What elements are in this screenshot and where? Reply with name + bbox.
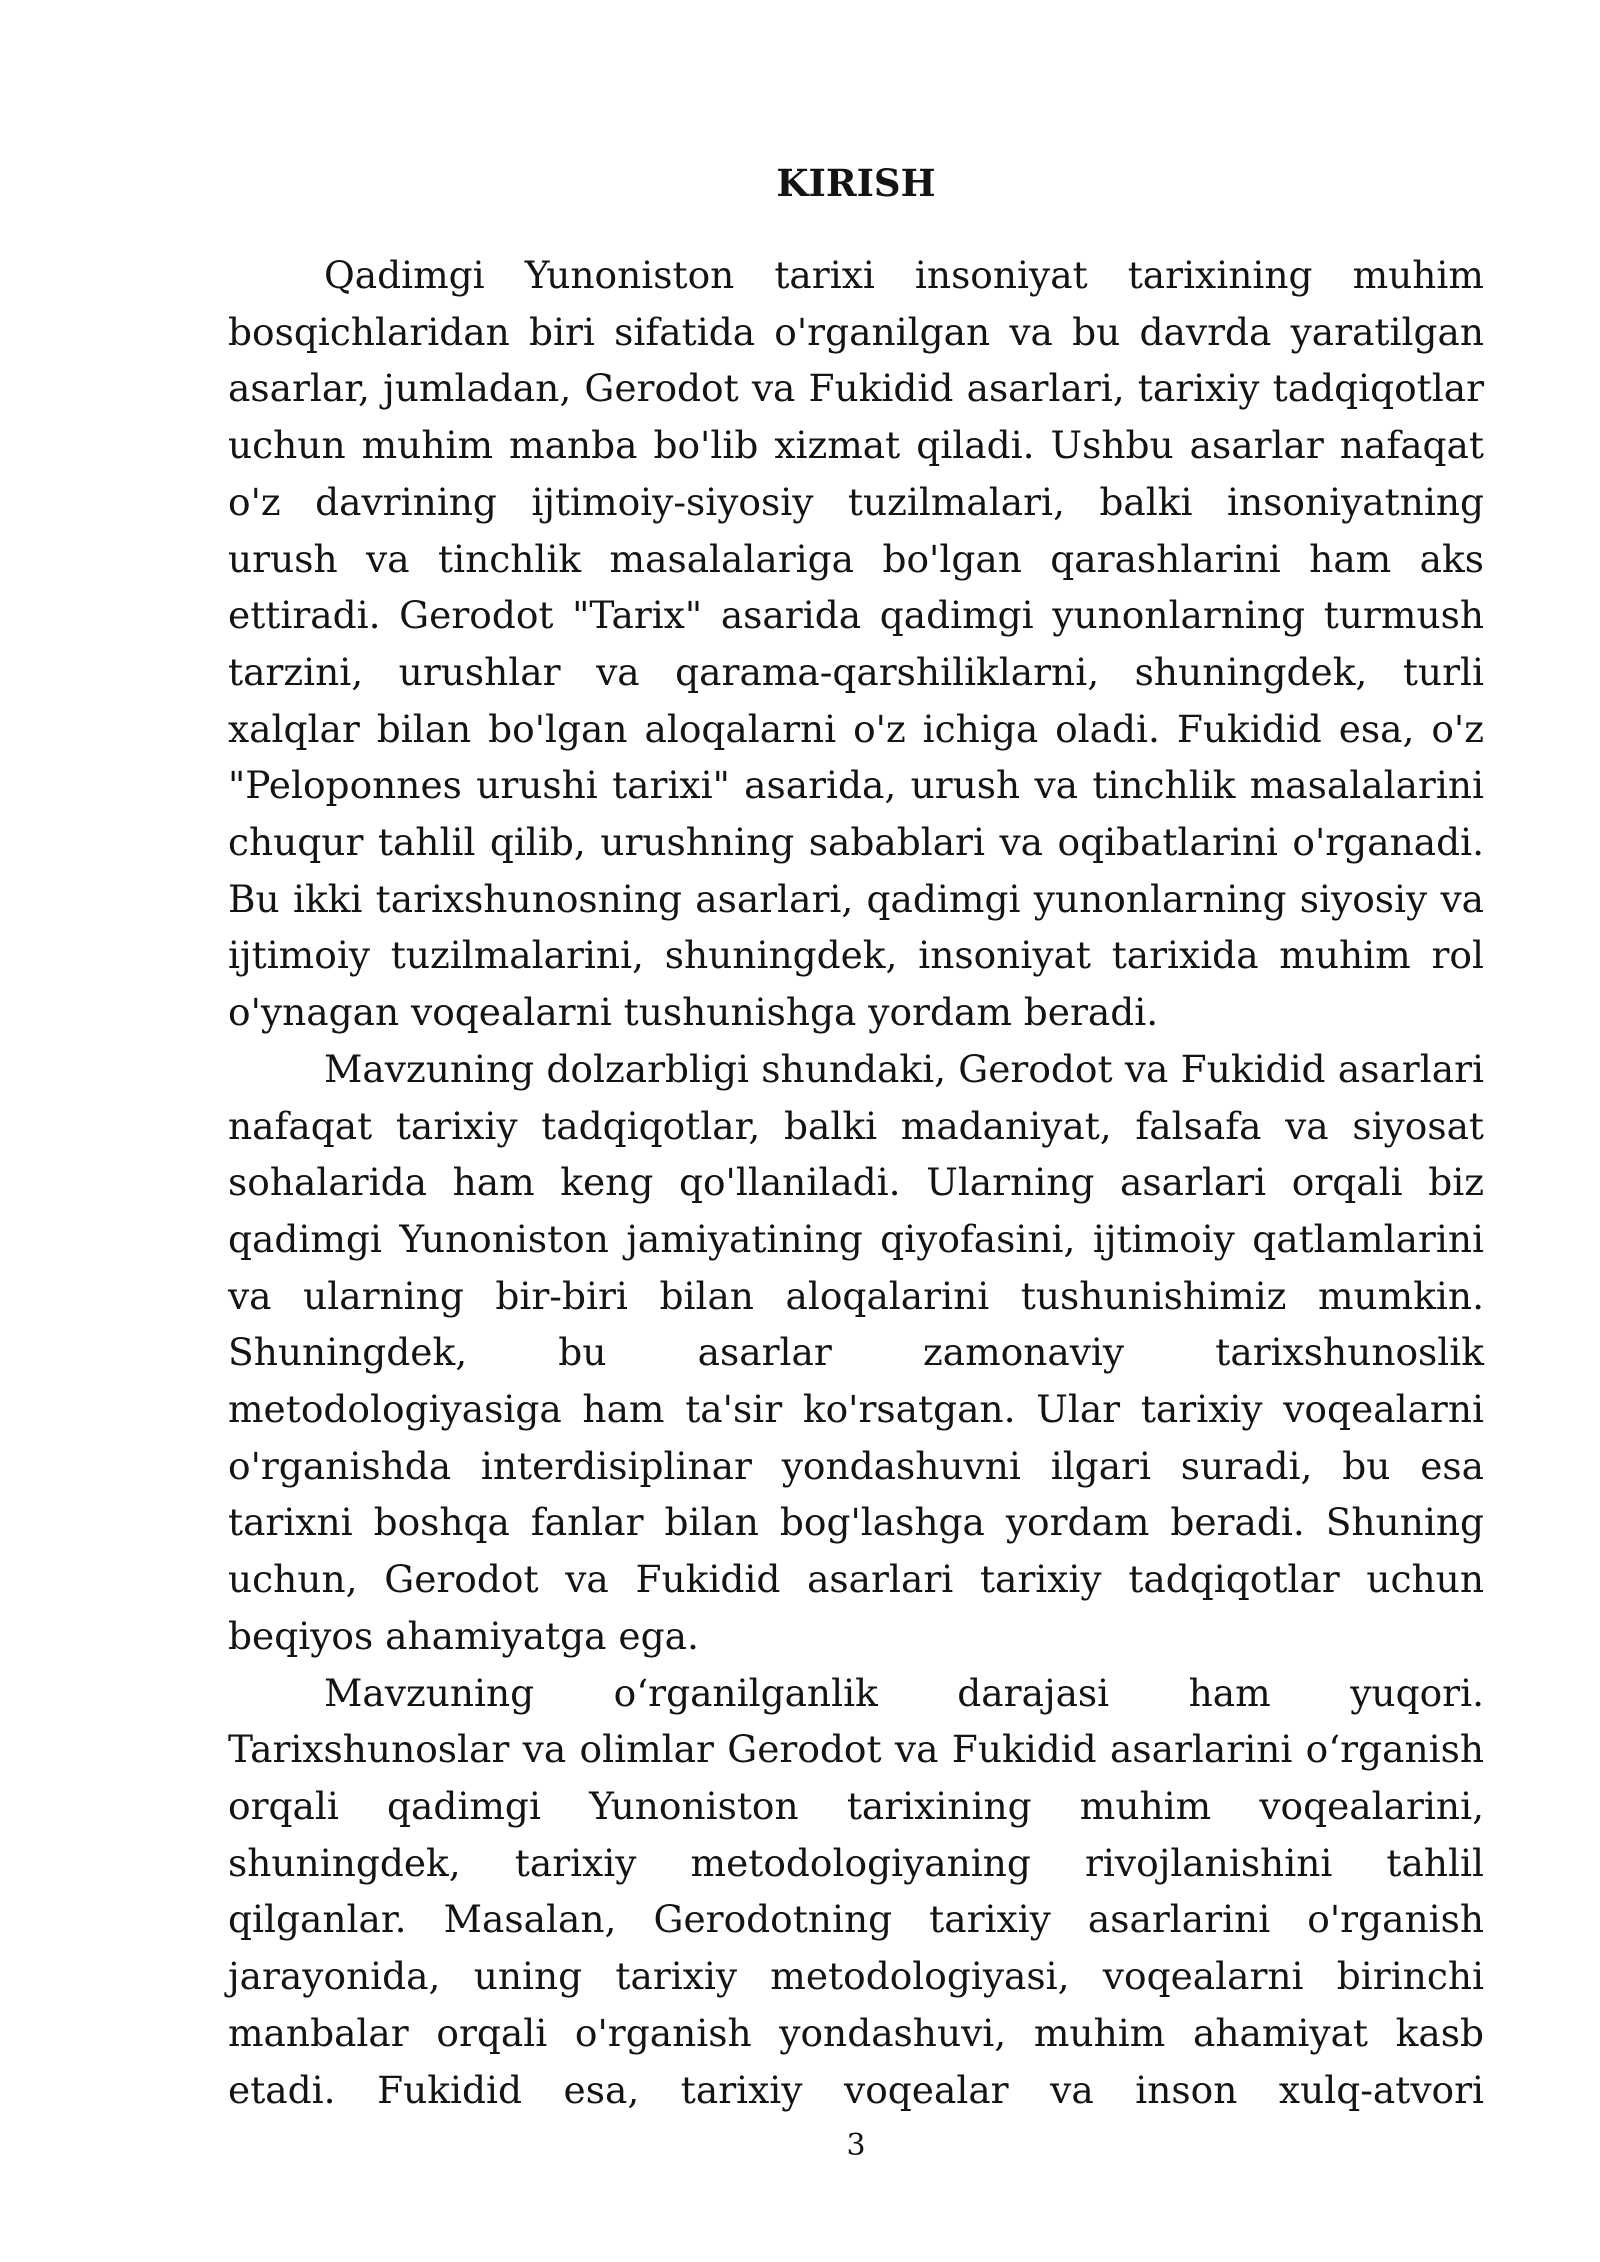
paragraph-intro: Qadimgi Yunoniston tarixi insoniyat tarixining muhim bosqichlaridan biri sifatida o'rganilgan va bu davrda yaratilgan asarlar, jumladan, Gerodot va Fukidid asarlari, tarixiy tadqiqotlar uchun muhim manba bo'lib xizmat qiladi. Ushbu asarlar nafaqat o'z davrining ijtimoiy-siyosiy tuzilmalari, balki insoniyatning urush va tinchlik masalalariga bo'lgan qarashlarini ham aks ettiradi. Gerodot "Tarix" asarida qadimgi yunonlarning turmush tarzini, urushlar va qarama-qarshiliklarni, shuningdek, turli xalqlar bilan bo'lgan aloqalarni o'z ichiga oladi. Fukidid esa, o'z "Peloponnes urushi tarixi" asarida, urush va tinchlik masalalarini chuqur tahlil qilib, urushning sabablari va oqibatlarini o'rganadi. Bu ikki tarixshunosning asarlari, qadimgi yunonlarning siyosiy va ijtimoiy tuzilmalarini, shuningdek, insoniyat tarixida muhim rol o'ynagan voqealarni tushunishga yordam beradi. — [228, 253, 1484, 1035]
document-body — [228, 247, 1484, 2118]
paragraph-study-level: Mavzuning oʻrganilganlik darajasi ham yuqori. Tarixshunoslar va olimlar Gerodot va Fukidid asarlarini oʻrganish orqali qadimgi Yunoniston tarixining muhim voqealarini, shuningdek, tarixiy metodologiyaning rivojlanishini tahlil qilganlar. Masalan, Gerodotning tarixiy asarlarini o'rganish jarayonida, uning tarixiy metodologiyasi, voqealarni birinchi manbalar orqali o'rganish yondashuvi, muhim ahamiyat kasb etadi. Fukidid esa, tarixiy voqealar va inson xulq-atvori — [228, 1670, 1484, 2112]
paragraph-relevance: Mavzuning dolzarbligi shundaki, Gerodot va Fukidid asarlari nafaqat tarixiy tadqiqotlar, balki madaniyat, falsafa va siyosat sohalarida ham keng qo'llaniladi. Ularning asarlari orqali biz qadimgi Yunoniston jamiyatining qiyofasini, ijtimoiy qatlamlarini va ularning bir-biri bilan aloqalarini tushunishimiz mumkin. Shuningdek, bu asarlar zamonaviy tarixshunoslik metodologiyasiga ham ta'sir ko'rsatgan. Ular tarixiy voqealarni o'rganishda interdisiplinar yondashuvni ilgari suradi, bu esa tarixni boshqa fanlar bilan bog'lashga yordam beradi. Shuning uchun, Gerodot va Fukidid asarlari tarixiy tadqiqotlar uchun beqiyos ahamiyatga ega. — [228, 1046, 1484, 1658]
page-number: 3 — [846, 2128, 866, 2163]
heading-container — [228, 160, 1484, 206]
page-title: KIRISH — [776, 161, 936, 205]
